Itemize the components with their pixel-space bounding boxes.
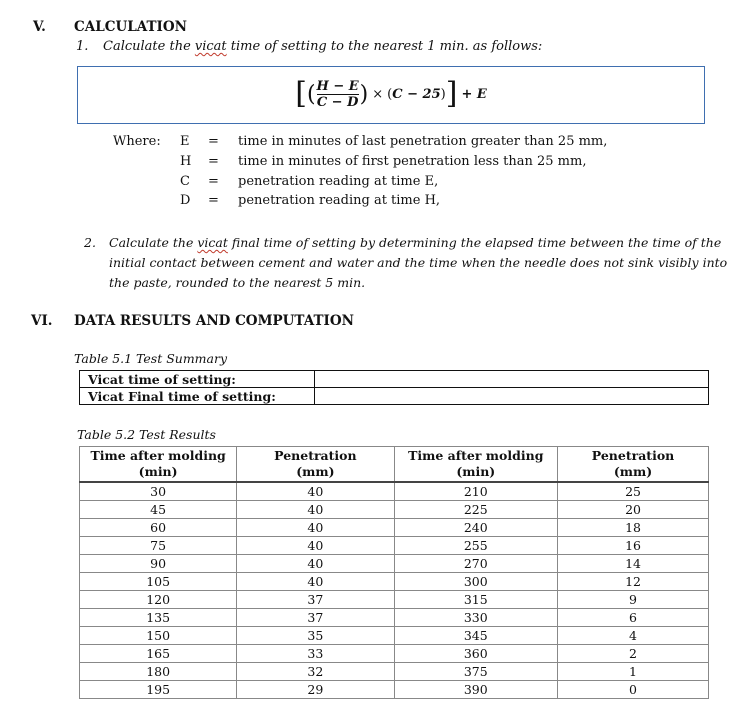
test-results-table (79, 446, 709, 699)
table-row (80, 663, 709, 681)
cell: 270 (394, 555, 558, 573)
table-row (80, 645, 709, 663)
summary-value[interactable] (315, 371, 709, 388)
formula-box (77, 66, 705, 124)
cell: 9 (558, 591, 709, 609)
setting-time-formula: [ ( $\frac{H - E}{C - D}$ ) × ( C − 25 ) ] + E (295, 76, 487, 111)
paren-term: C − 25 (392, 86, 441, 102)
cell: 1 (558, 663, 709, 681)
table-row (80, 371, 709, 388)
header-time-1: Time after molding (min) (80, 447, 237, 483)
cell: 300 (394, 573, 558, 591)
cell: 255 (394, 537, 558, 555)
cell: 30 (80, 482, 237, 501)
cell: 45 (80, 501, 237, 519)
table-row (80, 609, 709, 627)
section-vi-title: DATA RESULTS AND COMPUTATION (74, 313, 354, 329)
table-row (80, 681, 709, 699)
cell: 345 (394, 627, 558, 645)
cell: 32 (237, 663, 394, 681)
cell: 180 (80, 663, 237, 681)
cell: 135 (80, 609, 237, 627)
cell: 375 (394, 663, 558, 681)
misspelled-word-vicat-2: vicat (197, 235, 228, 250)
var-row-d: D = penetration reading at time H, (180, 193, 441, 208)
cell: 40 (237, 573, 394, 591)
cell: 75 (80, 537, 237, 555)
cell: 40 (237, 537, 394, 555)
cell: 16 (558, 537, 709, 555)
table2-caption: Table 5.2 Test Results (77, 427, 216, 442)
cell: 40 (237, 501, 394, 519)
cell: 4 (558, 627, 709, 645)
cell: 315 (394, 591, 558, 609)
header-penetration-2: Penetration (mm) (558, 447, 709, 483)
cell: 20 (558, 501, 709, 519)
cell: 40 (237, 519, 394, 537)
summary-label: Vicat time of setting: (80, 371, 315, 388)
cell: 210 (394, 482, 558, 501)
cell: 195 (80, 681, 237, 699)
step2-text: Calculate the vicat final time of setting by determining the elapsed time between the time of the initial contact between cement and water and the time when the needle does not sink visibly into the paste, rounded to the nearest 5 min. (109, 235, 728, 290)
cell: 37 (237, 609, 394, 627)
section-v-numeral: V. (33, 19, 46, 35)
header-time-2: Time after molding (min) (394, 447, 558, 483)
table-row (80, 537, 709, 555)
cell: 240 (394, 519, 558, 537)
cell: 14 (558, 555, 709, 573)
cell: 165 (80, 645, 237, 663)
section-v-title: CALCULATION (74, 19, 187, 35)
times-sign: × (372, 86, 384, 102)
cell: 360 (394, 645, 558, 663)
step2-number: 2. (84, 235, 96, 250)
plus-term: + E (461, 86, 487, 102)
table-row (80, 519, 709, 537)
step1-text: Calculate the vicat time of setting to the nearest 1 min. as follows: (103, 39, 543, 54)
cell: 2 (558, 645, 709, 663)
cell: 12 (558, 573, 709, 591)
cell: 390 (394, 681, 558, 699)
var-row-c: C = penetration reading at time E, (180, 174, 439, 189)
table-row (80, 555, 709, 573)
cell: 0 (558, 681, 709, 699)
formula-fraction (317, 79, 359, 110)
cell: 330 (394, 609, 558, 627)
test-summary-table (79, 370, 709, 405)
table-row (80, 388, 709, 405)
table-row (80, 482, 709, 501)
cell: 37 (237, 591, 394, 609)
header-penetration-1: Penetration (mm) (237, 447, 394, 483)
cell: 225 (394, 501, 558, 519)
cell: 60 (80, 519, 237, 537)
cell: 6 (558, 609, 709, 627)
cell: 35 (237, 627, 394, 645)
step1-number: 1. (76, 39, 89, 54)
cell: 40 (237, 482, 394, 501)
table1-caption: Table 5.1 Test Summary (74, 351, 228, 366)
results-body (80, 482, 709, 699)
table-row (80, 591, 709, 609)
fraction-numerator: H − E (316, 78, 359, 94)
cell: 33 (237, 645, 394, 663)
table-row (80, 627, 709, 645)
var-row-h: H = time in minutes of first penetration less than 25 mm, (180, 154, 587, 169)
misspelled-word-vicat: vicat (194, 39, 227, 54)
table-row (80, 573, 709, 591)
cell: 40 (237, 555, 394, 573)
cell: 90 (80, 555, 237, 573)
cell: 150 (80, 627, 237, 645)
table-header-row (80, 447, 709, 483)
summary-label: Vicat Final time of setting: (80, 388, 315, 405)
cell: 29 (237, 681, 394, 699)
section-vi-numeral: VI. (31, 313, 53, 329)
fraction-denominator: C − D (316, 94, 359, 110)
cell: 120 (80, 591, 237, 609)
cell: 18 (558, 519, 709, 537)
cell: 25 (558, 482, 709, 501)
cell: 105 (80, 573, 237, 591)
where-label: Where: (113, 134, 161, 149)
table-row (80, 501, 709, 519)
summary-value[interactable] (315, 388, 709, 405)
var-row-e: E = time in minutes of last penetration greater than 25 mm, (180, 134, 608, 149)
